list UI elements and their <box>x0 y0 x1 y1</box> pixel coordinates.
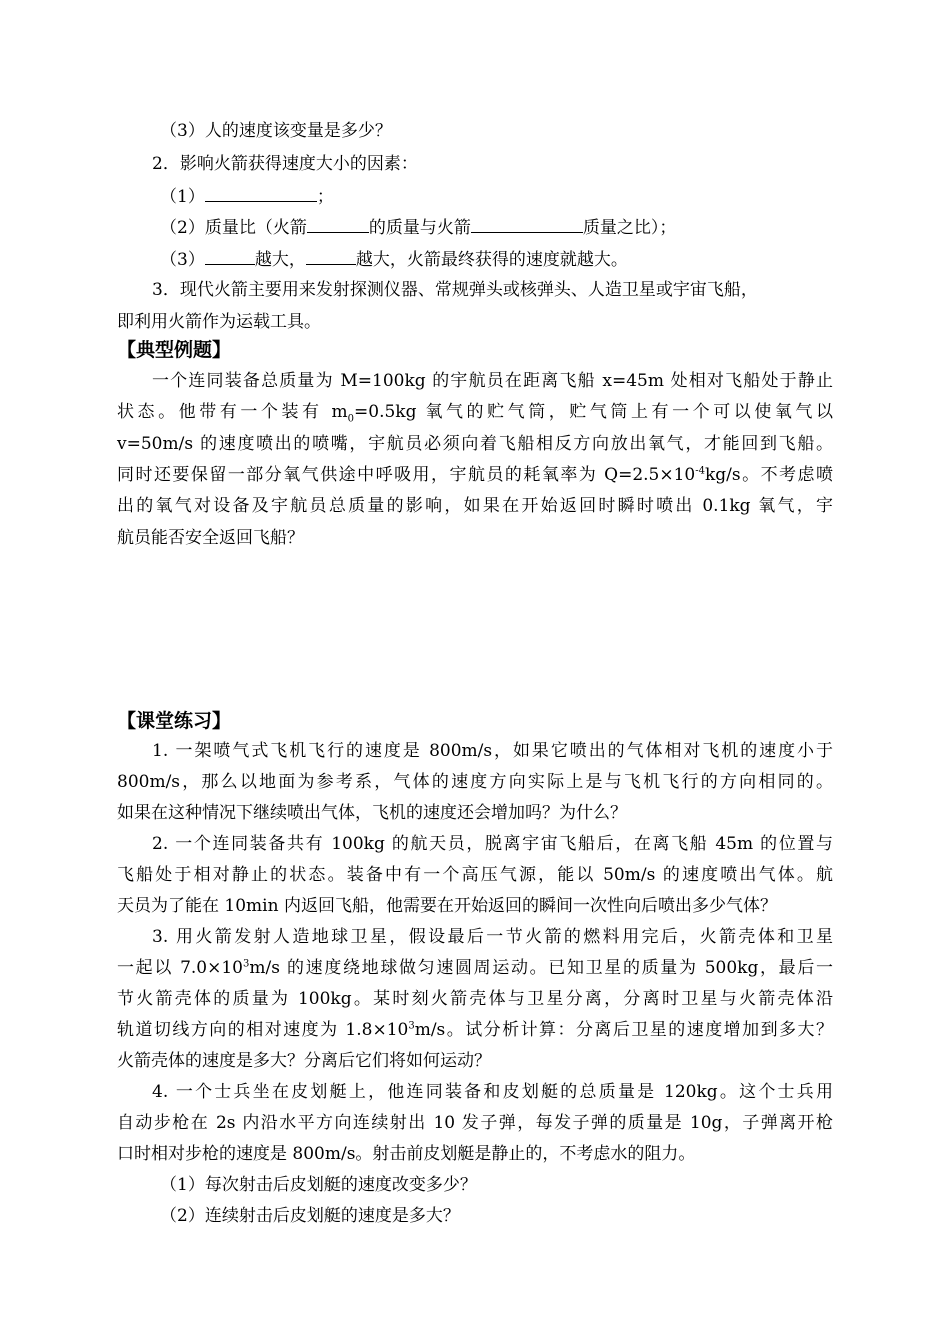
practice-3-line-4-text-a: 轨道切线方向的相对速度为 1.8×10 <box>117 1020 409 1040</box>
practice-3-line-1: 3. 用火箭发射人造地球卫星，假设最后一节火箭的燃料用完后，火箭壳体和卫星 <box>152 927 833 947</box>
factor-1-suffix: ； <box>316 187 334 207</box>
example-line-2 <box>117 401 833 423</box>
practice-4-question-2: （2）连续射击后皮划艇的速度是多大？ <box>160 1206 460 1226</box>
practice-4-line-2: 自动步枪在 2s 内沿水平方向连续射出 10 发子弹，每发子弹的质量是 10g，子弹离开枪 <box>117 1113 833 1133</box>
example-line-6: 航员能否安全返回飞船？ <box>117 528 304 548</box>
superscript-exponent: 3 <box>242 958 250 970</box>
practice-3-line-2-text-a: 一起以 7.0×10 <box>117 958 243 978</box>
practice-3-line-3: 节火箭壳体的质量为 100kg。某时刻火箭壳体与卫星分离，分离时卫星与火箭壳体沿 <box>117 989 833 1009</box>
practice-3-line-2-text-b: m/s 的速度绕地球做匀速圆周运动。已知卫星的质量为 500kg，最后一 <box>249 958 833 978</box>
example-line-3: v=50m/s 的速度喷出的喷嘴，宇航员必须向着飞船相反方向放出氧气，才能回到飞船。 <box>117 434 833 454</box>
example-line-2-text-b: =0.5kg 氧气的贮气筒，贮气筒上有一个可以使氧气以 <box>354 402 833 422</box>
practice-3-line-4-text-b: m/s。试分析计算：分离后卫星的速度增加到多大？ <box>414 1020 833 1040</box>
answer-blank <box>307 216 369 233</box>
answer-blank <box>205 248 255 265</box>
item-3-line-2: 即利用火箭作为运载工具。 <box>117 312 321 332</box>
practice-4-line-1: 4. 一个士兵坐在皮划艇上，他连同装备和皮划艇的总质量是 120kg。这个士兵用 <box>152 1082 833 1102</box>
factor-3 <box>160 248 833 271</box>
factor-1 <box>160 185 833 208</box>
factor-2-suffix: 质量之比）； <box>582 218 677 238</box>
superscript-exponent: -4 <box>695 465 705 477</box>
example-line-5: 出的氧气对设备及宇航员总质量的影响，如果在开始返回时瞬时喷出 0.1kg 氧气，宇 <box>117 496 833 516</box>
practice-2-line-2: 飞船处于相对静止的状态。装备中有一个高压气源，能以 50m/s 的速度喷出气体。航 <box>117 865 833 885</box>
practice-4-line-3: 口时相对步枪的速度是 800m/s。射击前皮划艇是静止的，不考虑水的阻力。 <box>117 1144 696 1164</box>
factor-3-mid: 越大， <box>254 250 306 270</box>
factor-2-prefix: （2）质量比（火箭 <box>160 218 307 238</box>
factor-1-prefix: （1） <box>160 187 205 207</box>
superscript-exponent: 3 <box>408 1020 415 1032</box>
subscript-zero: 0 <box>347 413 355 425</box>
practice-heading: 【课堂练习】 <box>117 710 232 732</box>
item-2-title: 2．影响火箭获得速度大小的因素： <box>152 154 418 174</box>
practice-2-line-1: 2. 一个连同装备共有 100kg 的航天员，脱离宇宙飞船后，在离飞船 45m 的位置与 <box>152 834 833 854</box>
example-line-2-text-a: 状态。他带有一个装有 m <box>117 402 348 422</box>
example-line-1: 一个连同装备总质量为 M=100kg 的宇航员在距离飞船 x=45m 处相对飞船处于静止 <box>152 371 833 391</box>
factor-3-prefix: （3） <box>160 250 205 270</box>
example-heading: 【典型例题】 <box>117 339 232 361</box>
practice-3-line-2 <box>117 957 833 979</box>
practice-4-question-1: （1）每次射击后皮划艇的速度改变多少？ <box>160 1175 477 1195</box>
factor-2 <box>160 216 833 239</box>
factor-2-mid: 的质量与火箭 <box>368 218 471 238</box>
answer-blank <box>471 216 583 233</box>
practice-1-line-3: 如果在这种情况下继续喷出气体，飞机的速度还会增加吗？为什么？ <box>117 803 627 823</box>
factor-3-suffix: 越大，火箭最终获得的速度就越大。 <box>355 250 628 270</box>
item-3-line-1: 3．现代火箭主要用来发射探测仪器、常规弹头或核弹头、人造卫星或宇宙飞船， <box>152 280 758 300</box>
practice-3-line-4 <box>117 1019 833 1041</box>
answer-blank <box>205 185 317 202</box>
practice-1-line-2: 800m/s，那么以地面为参考系，气体的速度方向实际上是与飞机飞行的方向相同的。 <box>117 772 833 792</box>
question-3-person-speed: （3）人的速度该变量是多少？ <box>160 121 392 141</box>
answer-blank <box>306 248 356 265</box>
practice-2-line-3: 天员为了能在 10min 内返回飞船，他需要在开始返回的瞬间一次性向后喷出多少气体？ <box>117 896 777 916</box>
practice-1-line-1: 1. 一架喷气式飞机飞行的速度是 800m/s，如果它喷出的气体相对飞机的速度小于 <box>152 741 833 761</box>
example-line-4-text-b: kg/s。不考虑喷 <box>705 465 833 485</box>
practice-3-line-5: 火箭壳体的速度是多大？分离后它们将如何运动？ <box>117 1051 491 1071</box>
example-line-4 <box>117 464 833 486</box>
example-line-4-text-a: 同时还要保留一部分氧气供途中呼吸用，宇航员的耗氧率为 Q=2.5×10 <box>117 465 696 485</box>
